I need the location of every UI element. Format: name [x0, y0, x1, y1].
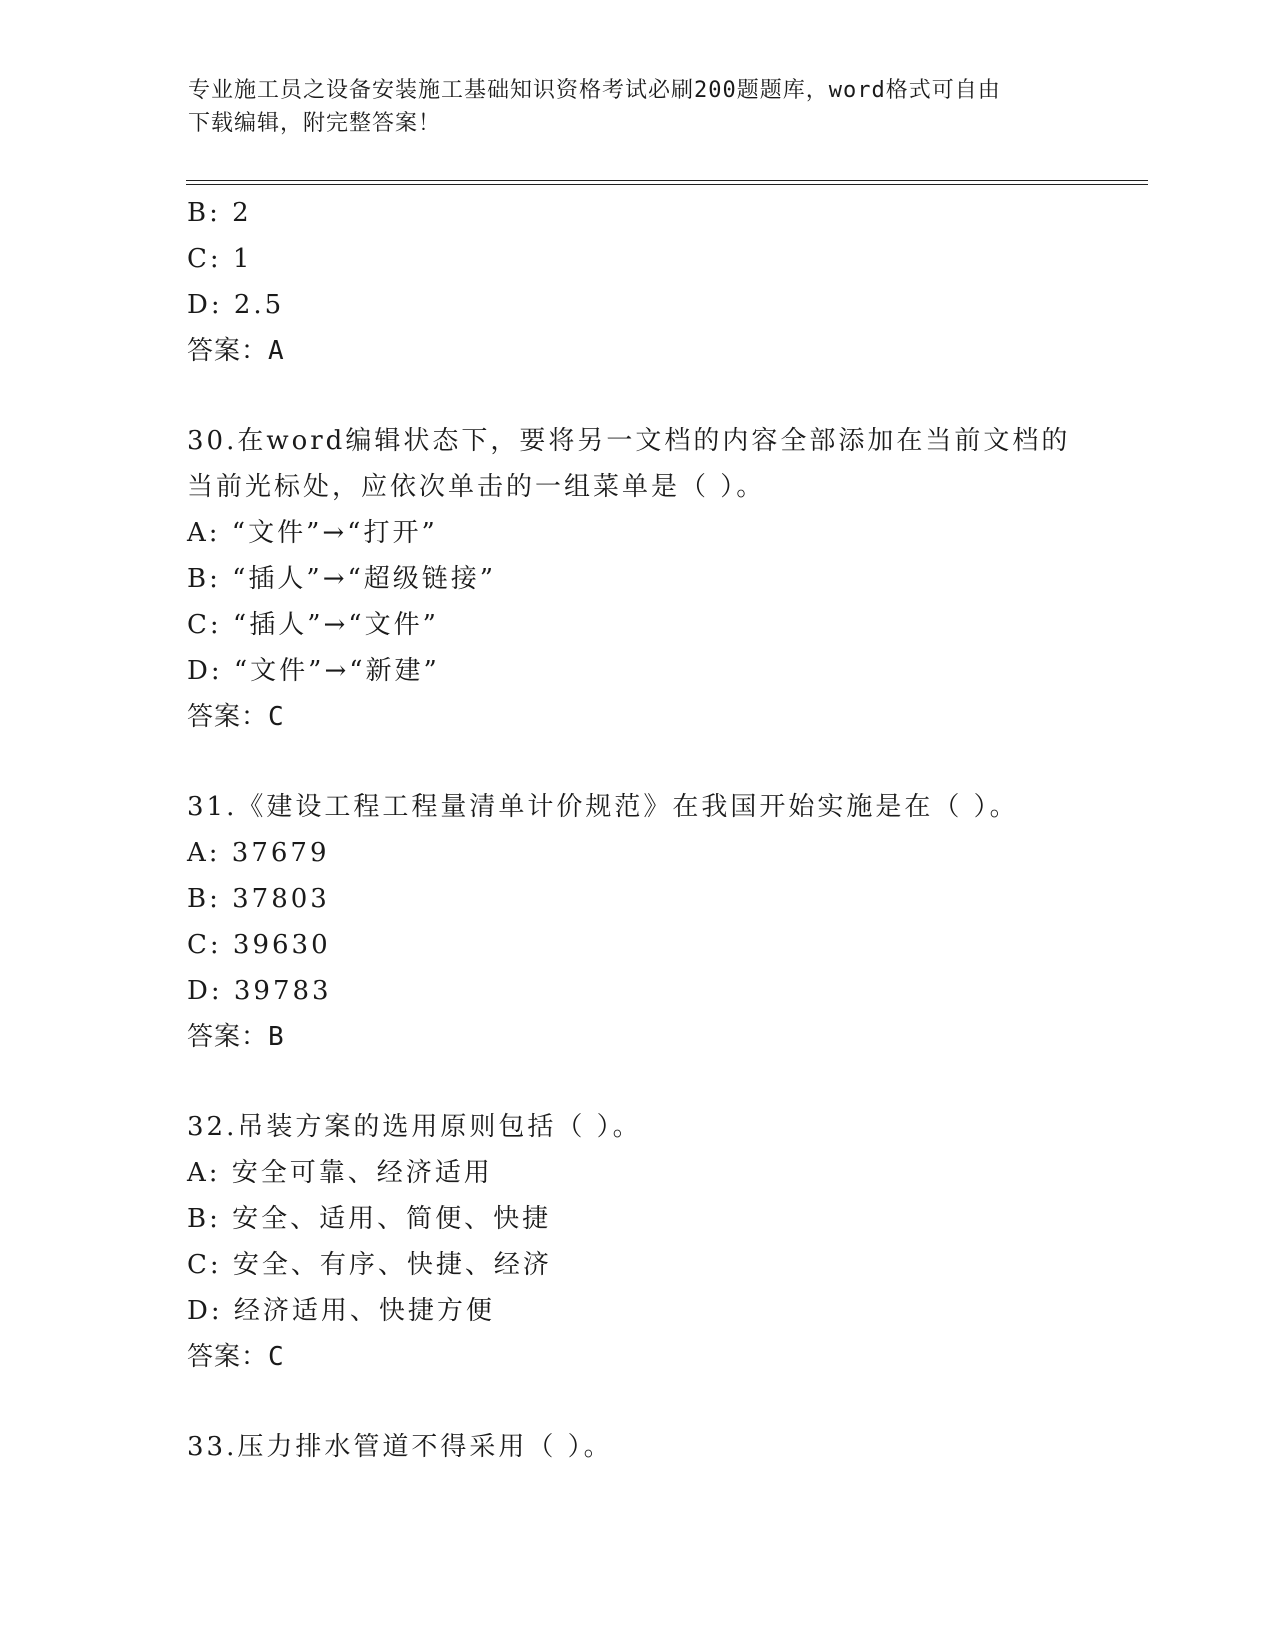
question-text: 33.压力排水管道不得采用（ ）。	[187, 1432, 613, 1462]
question-text: 32.吊装方案的选用原则包括（ ）。	[187, 1112, 642, 1142]
header-rule-top	[186, 180, 1148, 181]
option-b: B: 37803	[187, 884, 330, 914]
option-a: A: 37679	[187, 838, 330, 868]
option-d: D: 经济适用、快捷方便	[187, 1296, 495, 1326]
option-c: C: 1	[187, 244, 253, 274]
option-b: B: 2	[187, 198, 252, 228]
option-b: B: “插人”→“超级链接”	[187, 564, 497, 594]
option-c: C: 安全、有序、快捷、经济	[187, 1250, 552, 1280]
question-29	[187, 190, 1147, 374]
option-a: A: “文件”→“打开”	[187, 518, 438, 548]
answer: 答案：A	[187, 336, 285, 366]
option-c: C: 39630	[187, 930, 331, 960]
question-32	[187, 1104, 1147, 1380]
answer: 答案：C	[187, 702, 285, 732]
option-d: D: “文件”→“新建”	[187, 656, 440, 686]
question-list	[187, 190, 1147, 1470]
option-a: A: 安全可靠、经济适用	[187, 1158, 493, 1188]
page-header	[188, 74, 1068, 140]
header-line-1: 专业施工员之设备安装施工基础知识资格考试必刷200题题库，word格式可自由	[188, 78, 1001, 103]
answer: 答案：C	[187, 1342, 285, 1372]
question-text-line-2: 当前光标处，应依次单击的一组菜单是（ ）。	[187, 472, 766, 502]
header-line-2: 下载编辑，附完整答案！	[188, 111, 442, 136]
question-30	[187, 418, 1147, 740]
option-d: D: 39783	[187, 976, 332, 1006]
question-text: 31.《建设工程工程量清单计价规范》在我国开始实施是在（ ）。	[187, 792, 1019, 822]
question-31	[187, 784, 1147, 1060]
header-rule-bottom	[186, 184, 1148, 185]
answer: 答案：B	[187, 1022, 285, 1052]
option-d: D: 2.5	[187, 290, 285, 320]
option-c: C: “插人”→“文件”	[187, 610, 439, 640]
question-text-line-1: 30.在word编辑状态下，要将另一文档的内容全部添加在当前文档的	[187, 426, 1071, 456]
question-33	[187, 1424, 1147, 1470]
option-b: B: 安全、适用、简便、快捷	[187, 1204, 552, 1234]
